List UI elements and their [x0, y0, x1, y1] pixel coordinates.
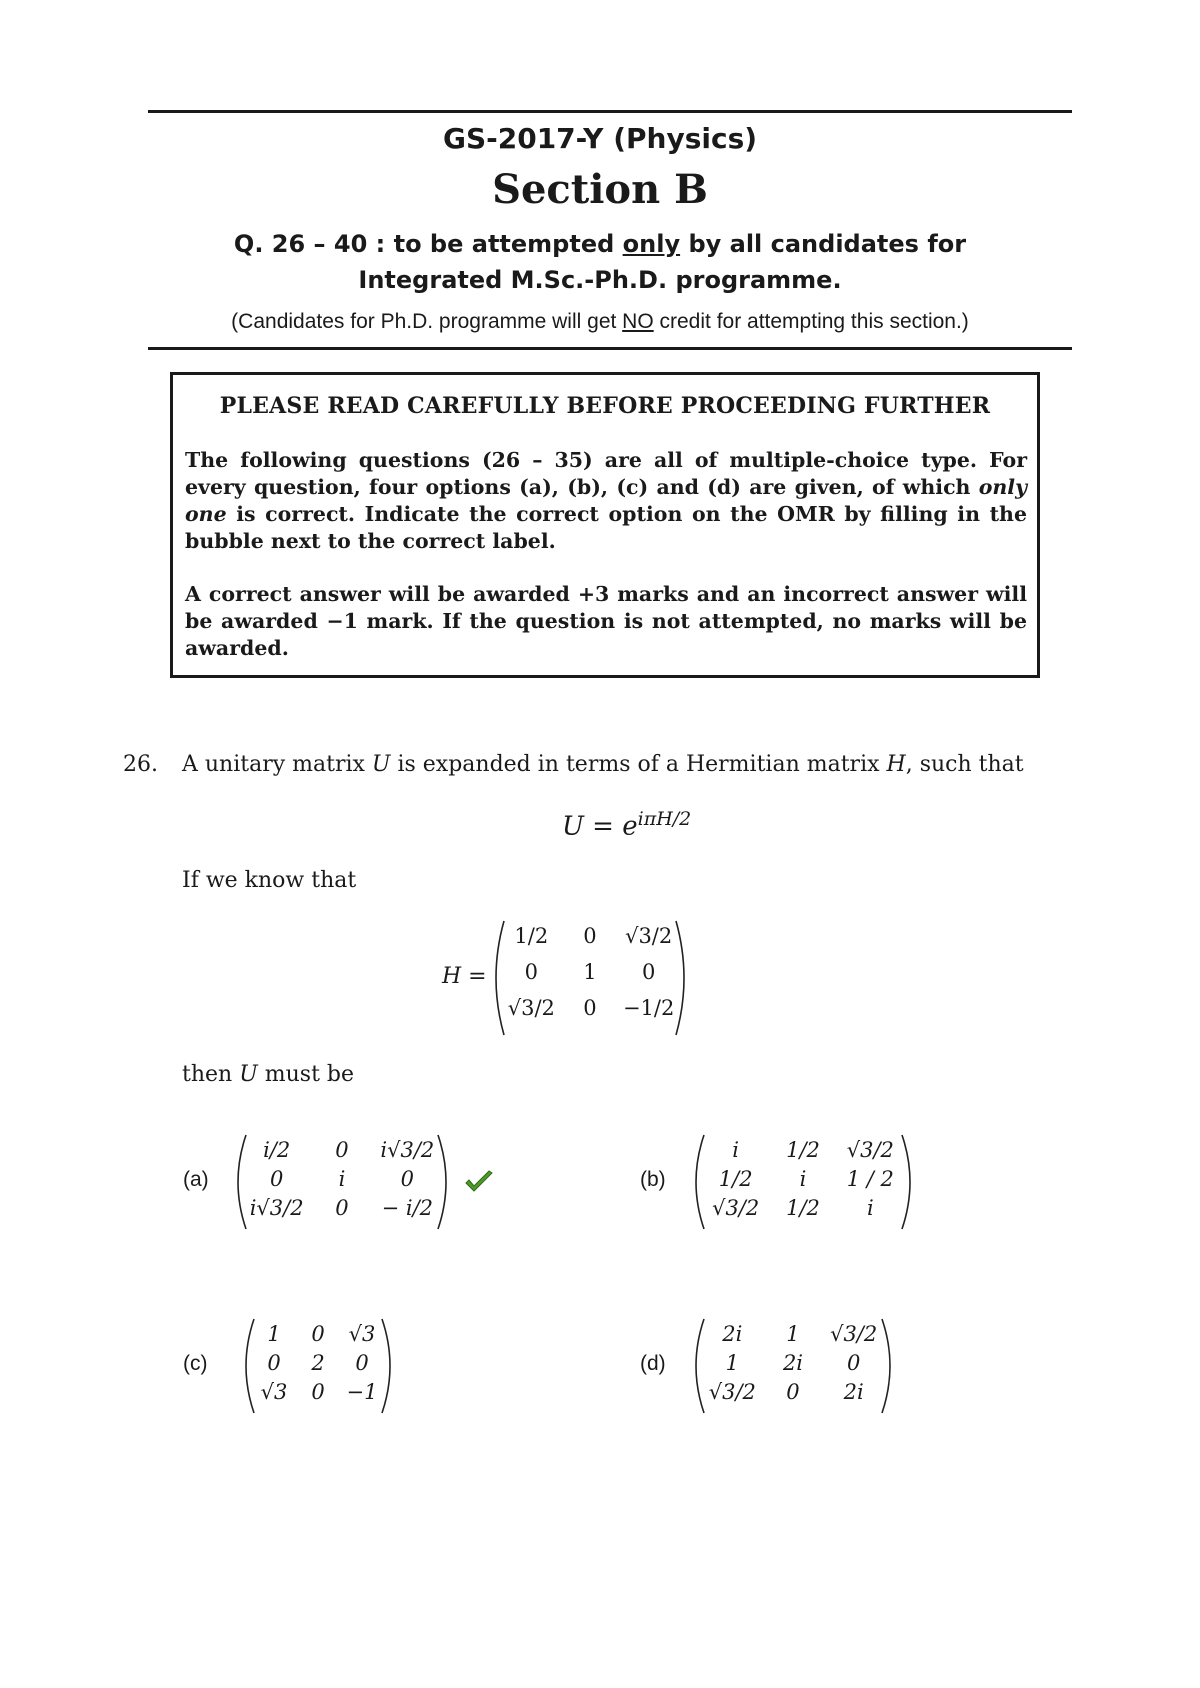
equation-exponent: iπH/2 — [637, 808, 692, 830]
matrix-cell-r1-c3: √3 — [348, 1322, 376, 1346]
matrix-cell-r1-c1: 1 — [267, 1322, 281, 1346]
matrix-cell-r3-c1: i√3/2 — [249, 1196, 304, 1220]
matrix-cell-r3-c2: 0 — [583, 996, 597, 1020]
matrix-cell-r2-c2: i — [799, 1167, 807, 1191]
option-c-matrix[interactable] — [240, 1316, 396, 1416]
matrix-cell-r2-c3: 0 — [641, 960, 656, 984]
matrix-cell-r3-c2: 0 — [335, 1196, 349, 1220]
equation-base: U = e — [562, 811, 638, 842]
matrix-cell-r3-c2: 0 — [311, 1380, 325, 1404]
paper-code: GS-2017-Y (Physics) — [442, 122, 758, 155]
section-title: Section B — [492, 166, 708, 213]
matrix-cell-r1-c2: 1/2 — [786, 1138, 820, 1162]
matrix-cell-r2-c2: 2 — [311, 1351, 325, 1375]
matrix-cell-r3-c3: − i/2 — [381, 1196, 434, 1220]
stem-h: H — [886, 752, 906, 777]
matrix-cell-r3-c3: −1/2 — [622, 996, 675, 1020]
matrix-cell-r2-c1: 0 — [524, 960, 539, 984]
stem-a: A unitary matrix — [182, 752, 372, 777]
matrix-cell-r1-c1: 2i — [722, 1322, 743, 1346]
matrix-cell-r2-c1: 0 — [267, 1351, 281, 1375]
matrix-cell-r3-c2: 0 — [786, 1380, 800, 1404]
matrix-cell-r3-c3: i — [866, 1196, 874, 1220]
matrix-cell-r2-c2: i — [338, 1167, 346, 1191]
section-note — [0, 310, 1200, 334]
note-prefix: (Candidates for Ph.D. programme will get — [231, 310, 623, 333]
then-text — [182, 1062, 354, 1087]
matrix-cell-r1-c2: 1 — [786, 1322, 800, 1346]
top-rule — [148, 110, 1072, 113]
option-a-matrix[interactable] — [232, 1132, 452, 1232]
matrix-cell-r2-c1: 1 — [725, 1351, 740, 1375]
if-know-text: If we know that — [182, 868, 357, 893]
instructions-paragraph-1 — [185, 447, 1027, 555]
then-b: must be — [257, 1062, 354, 1087]
bottom-rule — [148, 347, 1072, 350]
stem-b: is expanded in terms of a Hermitian matrix — [390, 752, 887, 777]
range-suffix: by all candidates for — [680, 230, 967, 258]
matrix-cell-r1-c1: 1/2 — [514, 924, 549, 948]
matrix-cell-r2-c3: 0 — [846, 1351, 861, 1375]
stem-c: , such that — [905, 752, 1024, 777]
matrix-cell-r3-c1: √3 — [260, 1380, 288, 1404]
stem-u: U — [371, 752, 391, 777]
option-a-label[interactable]: (a) — [183, 1168, 209, 1191]
question-equation — [562, 808, 691, 842]
question-stem — [182, 752, 1024, 777]
option-b-matrix[interactable] — [690, 1132, 916, 1232]
instructions-title: PLEASE READ CAREFULLY BEFORE PROCEEDING FURTHER — [219, 393, 991, 419]
option-d-matrix[interactable] — [690, 1316, 896, 1416]
matrix-cell-r2-c2: 1 — [583, 960, 597, 984]
instructions-box — [170, 372, 1040, 678]
range-emph: only — [622, 230, 681, 258]
matrix-cell-r1-c2: 0 — [583, 924, 597, 948]
matrix-cell-r1-c2: 0 — [335, 1138, 349, 1162]
matrix-cell-r3-c2: 1/2 — [786, 1196, 820, 1220]
p1-part-a: The following questions (26 – 35) are all of multiple-choice type. For every question, four options (a), (b), (c) and (d) are given, of which — [185, 448, 1027, 499]
p1-part-b: is correct. Indicate the correct option on the OMR by filling in the bubble next to the correct label. — [185, 502, 1027, 553]
checkmark-icon — [464, 1170, 494, 1194]
matrix-cell-r2-c1: 0 — [269, 1167, 284, 1191]
note-emph: NO — [622, 310, 654, 333]
matrix-cell-r1-c2: 0 — [311, 1322, 325, 1346]
option-b-label[interactable]: (b) — [640, 1168, 666, 1191]
matrix-cell-r2-c2: 2i — [782, 1351, 804, 1375]
option-c-label[interactable]: (c) — [183, 1352, 208, 1375]
matrix-cell-r2-c3: 0 — [400, 1167, 414, 1191]
range-line2: Integrated M.Sc.-Ph.D. programme. — [358, 266, 842, 294]
range-prefix: Q. 26 – 40 : to be attempted — [233, 230, 623, 258]
matrix-cell-r1-c3: √3/2 — [846, 1138, 894, 1162]
instructions-paragraph-2: A correct answer will be awarded +3 marks and an incorrect answer will be awarded −1 mark. If the question is not attempted, no marks will be awarded. — [185, 582, 1027, 660]
p1-emph: only one — [185, 475, 1027, 526]
matrix-cell-r3-c3: 2i — [843, 1380, 864, 1404]
matrix-cell-r3-c1: √3/2 — [708, 1380, 756, 1404]
matrix-cell-r2-c3: 0 — [355, 1351, 369, 1375]
h-matrix — [490, 918, 690, 1038]
matrix-cell-r3-c1: √3/2 — [712, 1196, 760, 1220]
matrix-cell-r2-c1: 1/2 — [718, 1167, 753, 1191]
matrix-cell-r1-c1: i — [732, 1138, 740, 1162]
matrix-cell-r1-c1: i/2 — [263, 1138, 291, 1162]
matrix-cell-r1-c3: i√3/2 — [380, 1138, 435, 1162]
then-u: U — [239, 1062, 258, 1087]
matrix-cell-r1-c3: √3/2 — [625, 924, 673, 948]
matrix-cell-r3-c1: √3/2 — [507, 996, 555, 1020]
question-number: 26. — [123, 752, 158, 777]
note-suffix: credit for attempting this section.) — [653, 310, 969, 333]
matrix-cell-r1-c3: √3/2 — [830, 1322, 878, 1346]
option-d-label[interactable]: (d) — [640, 1352, 666, 1375]
matrix-cell-r2-c3: 1 / 2 — [846, 1167, 894, 1191]
h-label: H = — [442, 964, 487, 989]
then-a: then — [182, 1062, 240, 1087]
section-range — [0, 226, 1200, 298]
matrix-cell-r3-c3: −1 — [346, 1380, 378, 1404]
